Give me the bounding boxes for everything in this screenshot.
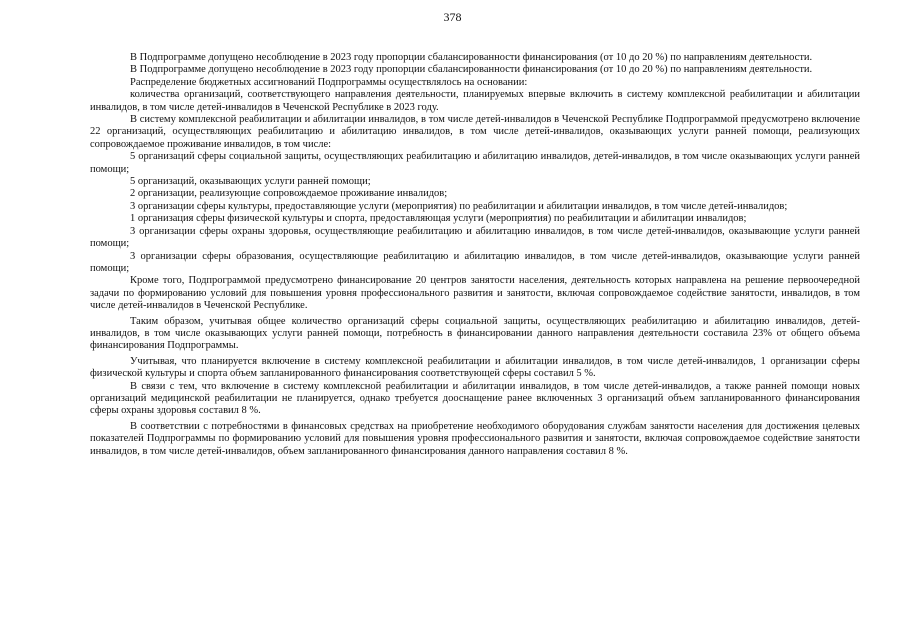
- paragraph-employment-share: В соответствии с потребностями в финансовых средствах на приобретение необходимого оборудования службам занятости населения для достижения целевых показателей Подпрограммы по формированию условий для повышения уровня профессионального развития и занятости, включая сопровождаемое содействие занятости инвалидов, в том числе детей-инвалидов, объем запланированного финансирования данного направления составил 8 %.: [90, 420, 860, 457]
- list-item-sport: 1 организация сферы физической культуры и спорта, предоставляющая услуги (мероприятия) по реабилитации и абилитации инвалидов;: [130, 213, 747, 225]
- paragraph-imbalance-2: В Подпрограмме допущено несоблюдение в 2023 году пропорции сбалансированности финансирования (от 10 до 20 %) по направлениям деятельности.: [130, 64, 813, 76]
- page-number: 378: [443, 10, 462, 24]
- paragraph-allocation-basis: Распределение бюджетных ассигнований Подпрограммы осуществлялось на основании:: [130, 76, 528, 88]
- paragraph-imbalance-1: В Подпрограмме допущено несоблюдение в 2023 году пропорции сбалансированности финансирования (от 10 до 20 %) по направлениям деятельности.: [130, 52, 813, 63]
- list-item-health: 3 организации сферы охраны здоровья, осуществляющие реабилитацию и абилитацию инвалидов, в том числе детей-инвалидов, оказывающие услуги ранней помощи;: [90, 225, 860, 250]
- paragraph-health-share: В связи с тем, что включение в систему комплексной реабилитации и абилитации инвалидов, в том числе детей-инвалидов, а также ранней помощи новых организаций медицинской реабилитации не планируется, однако требуется дооснащение ранее включенных 3 организаций объем запланированного финансирования сферы охраны здоровья составил 8 %.: [90, 380, 860, 417]
- paragraph-organization-count: количества организаций, соответствующего направления деятельности, планируемых впервые включить в систему комплексной реабилитации и абилитации инвалидов, в том числе детей-инвалидов в Чеченской Республике в 2023 году.: [90, 89, 860, 113]
- list-item-accompanied-living: 2 организации, реализующие сопровождаемое проживание инвалидов;: [130, 188, 448, 200]
- paragraph-22-organizations: В систему комплексной реабилитации и абилитации инвалидов, в том числе детей-инвалидов в Чеченской Республике Подпрограммой предусмотрено включение 22 организаций, осуществляющих реабилитацию и абилитацию инвалидов, в том числе детей-инвалидов, оказывающих услуги ранней помощи, реализующих сопровождаемое проживание инвалидов, в том числе:: [90, 114, 860, 150]
- paragraph-employment-centers: Кроме того, Подпрограммой предусмотрено финансирование 20 центров занятости населения, деятельность которых направлена на решение первоочередной задачи по формированию условий для повышения уровня профессионального развития и занятости, включая сопровождаемое содействие занятости, инвалидов, в том числе детей-инвалидов в Чеченской Республике.: [90, 275, 860, 312]
- list-item-social-protection: 5 организаций сферы социальной защиты, осуществляющих реабилитацию и абилитацию инвалидов, детей-инвалидов, в том числе оказывающих услуги ранней помощи;: [90, 151, 860, 175]
- list-item-early-help: 5 организаций, оказывающих услуги ранней помощи;: [130, 176, 371, 188]
- paragraph-sport-share: Учитывая, что планируется включение в систему комплексной реабилитации и абилитации инвалидов, в том числе детей-инвалидов, 1 организации сферы физической культуры и спорта объем запланированного финансирования соответствующей сферы составил 5 %.: [90, 355, 860, 380]
- list-item-education: 3 организации сферы образования, осуществляющие реабилитацию и абилитацию инвалидов, в том числе детей-инвалидов, оказывающие услуги ранней помощи;: [90, 250, 860, 274]
- paragraph-social-share: Таким образом, учитывая общее количество организаций сферы социальной защиты, осуществляющих реабилитацию и абилитацию инвалидов, детей-инвалидов, в том числе оказывающих услуги ранней помощи, потребность в финансировании данного направления деятельности составила 23% от общего объема финансирования Подпрограммы.: [90, 315, 860, 352]
- document-body: [90, 52, 860, 458]
- list-item-culture: 3 организации сферы культуры, предоставляющие услуги (мероприятия) по реабилитации и абилитации инвалидов, в том числе детей-инвалидов;: [130, 200, 788, 212]
